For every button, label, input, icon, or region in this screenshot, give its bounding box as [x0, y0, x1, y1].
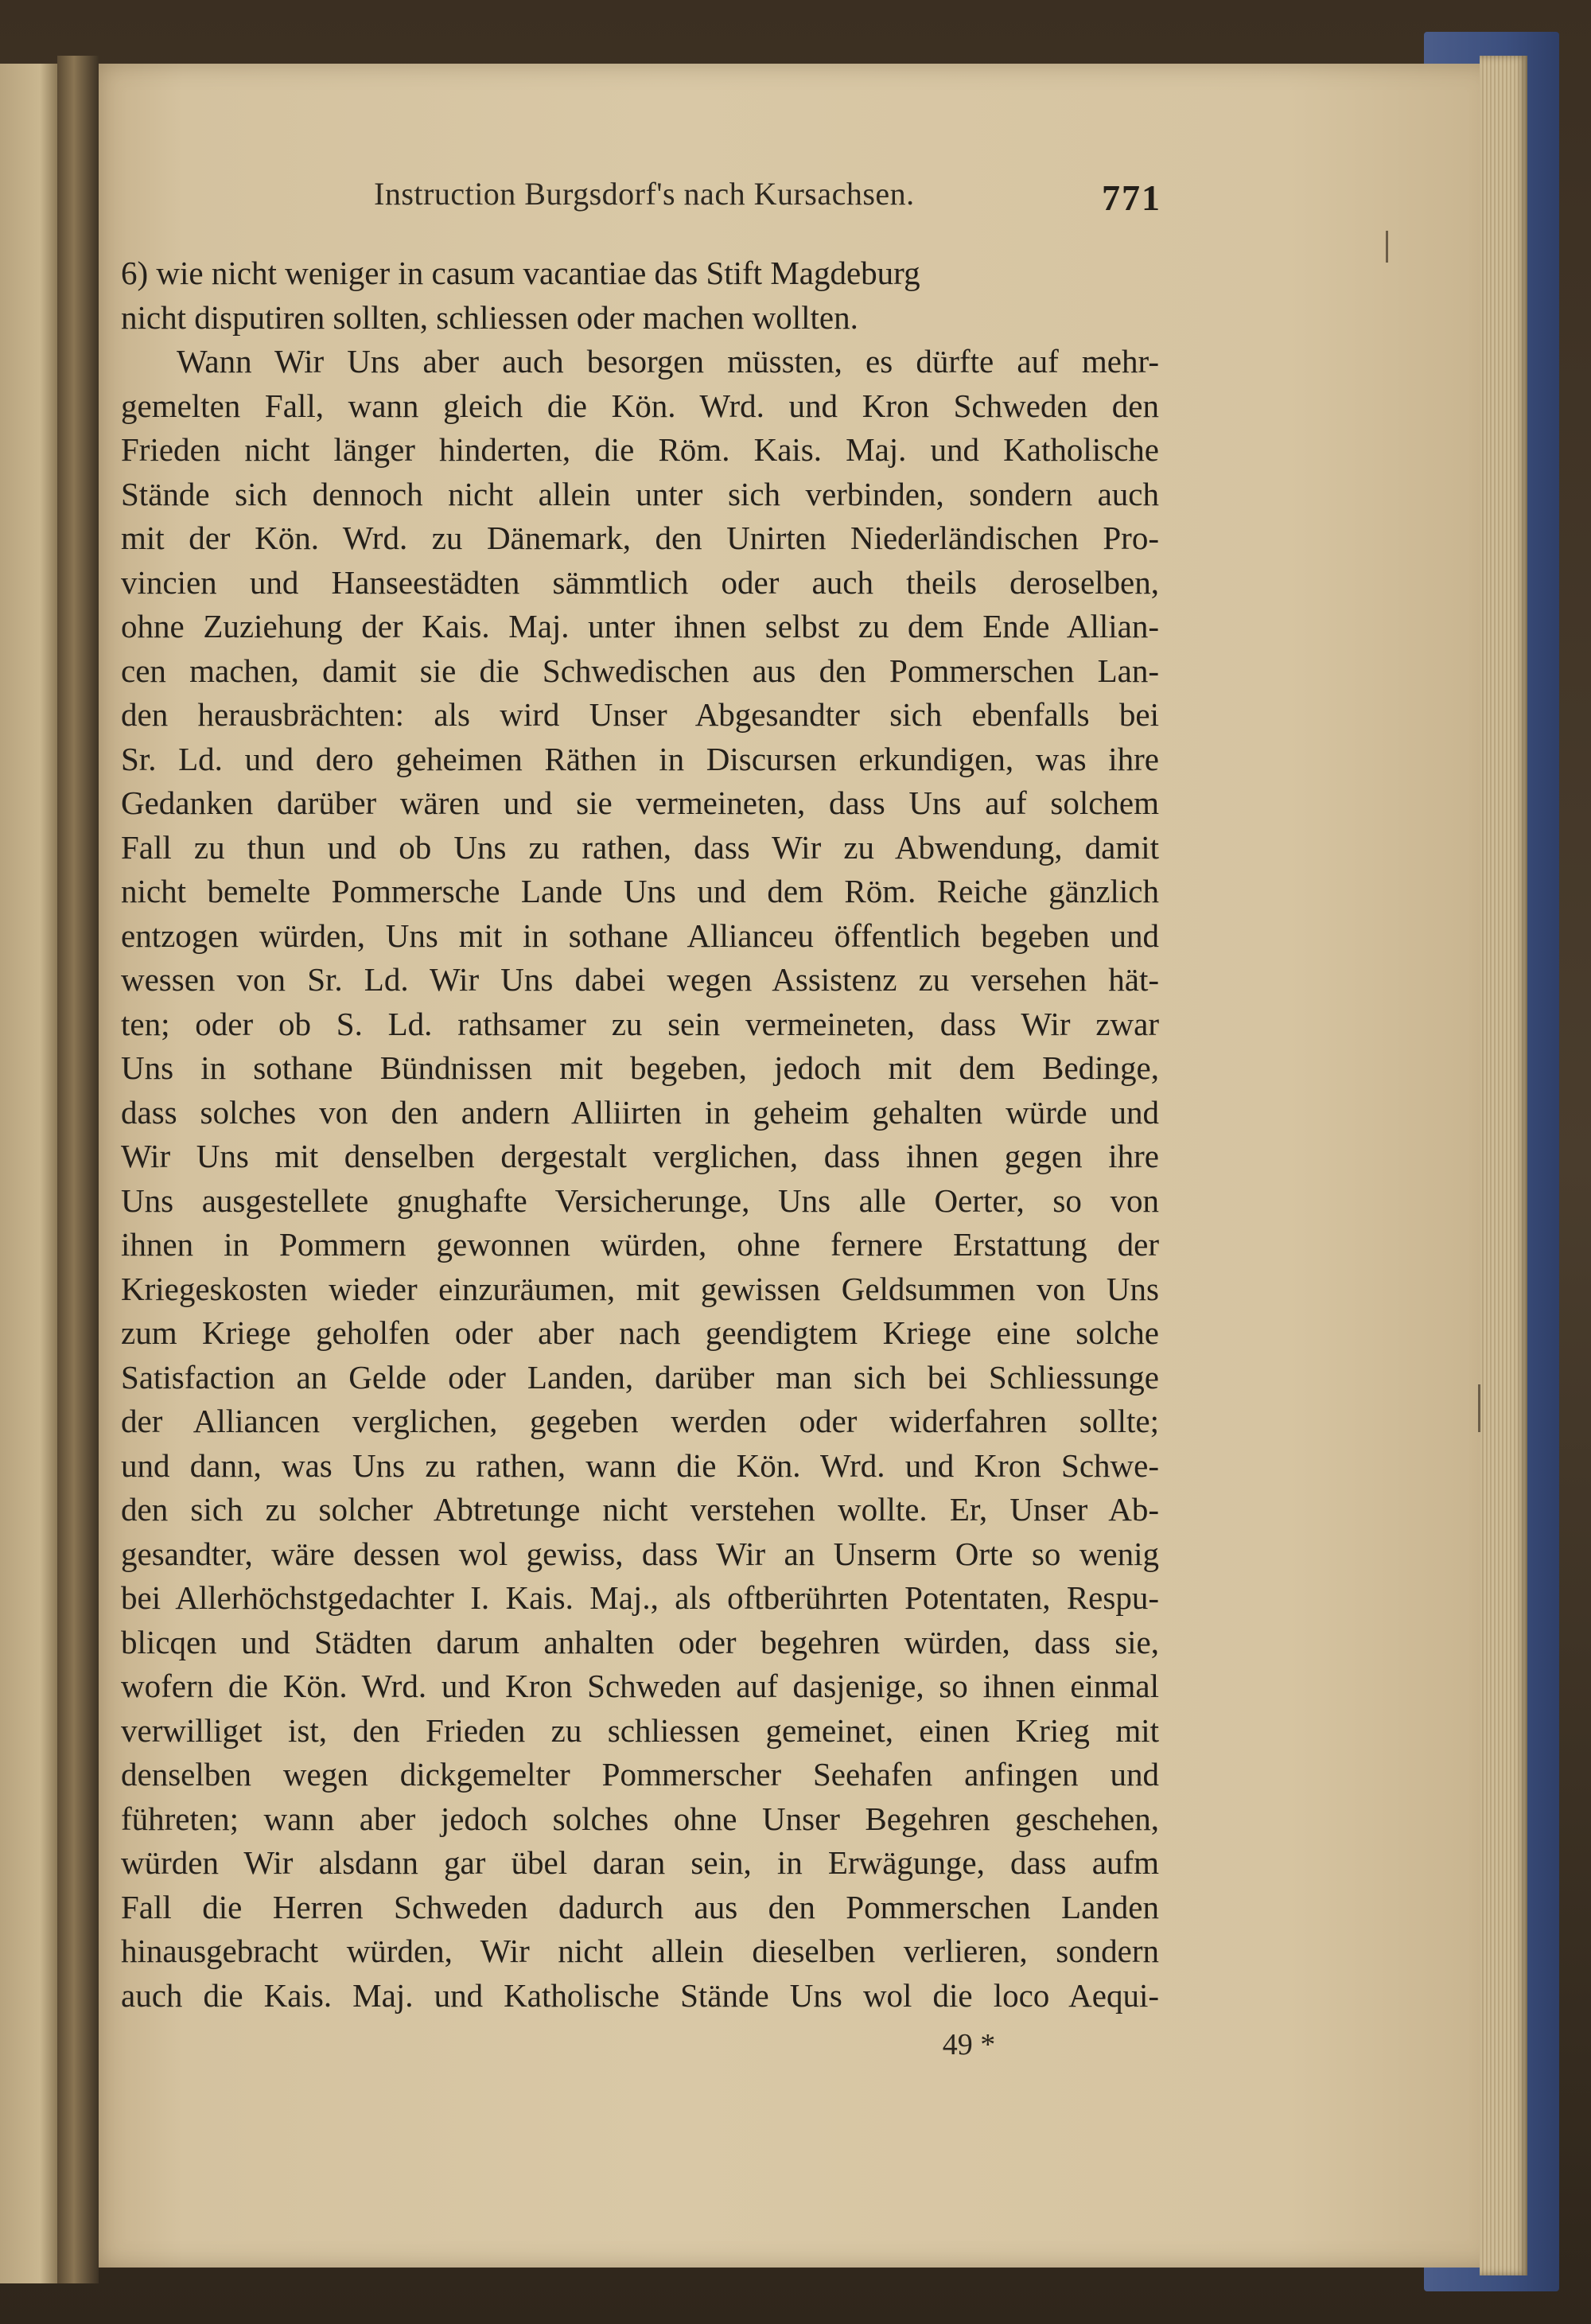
text-line: Wir Uns mit denselben dergestalt verglichen, dass ihnen gegen ihre — [121, 1138, 1159, 1174]
margin-rule — [1386, 231, 1388, 263]
text-line: 6) wie nicht weniger in casum vacantiae das Stift Magdeburg — [121, 255, 920, 291]
text-line: Wann Wir Uns aber auch besorgen müssten, es dürfte auf mehr- — [177, 343, 1159, 380]
text-line: Uns ausgestellete gnughafte Versicherunge, Uns alle Oerter, so von — [121, 1181, 1159, 1219]
text-line: mit der Kön. Wrd. zu Dänemark, den Unirten Niederländischen Pro- — [121, 520, 1159, 556]
text-line: Fall die Herren Schweden dadurch aus den Pommerschen Landen — [121, 1888, 1159, 1925]
text-line: und dann, was Uns zu rathen, wann die Kön. Wrd. und Kron Schwe- — [121, 1446, 1159, 1484]
text-line: auch die Kais. Maj. und Katholische Stände Uns wol die loco Aequi- — [121, 1976, 1159, 2014]
text-line: würden Wir alsdann gar übel daran sein, in Erwägunge, dass aufm — [121, 1844, 1159, 1881]
text-line: ohne Zuziehung der Kais. Maj. unter ihnen selbst zu dem Ende Allian- — [121, 608, 1159, 644]
text-line: wofern die Kön. Wrd. und Kron Schweden auf dasjenige, so ihnen einmal — [121, 1668, 1159, 1704]
text-line: zum Kriege geholfen oder aber nach geendigtem Kriege eine solche — [121, 1314, 1159, 1351]
text-line: der Alliancen verglichen, gegeben werden oder widerfahren sollte; — [121, 1403, 1159, 1439]
text-line: Fall zu thun und ob Uns zu rathen, dass Wir zu Abwendung, damit — [121, 828, 1159, 866]
text-line: entzogen würden, Uns mit in sothane Allianceu öffentlich begeben und — [121, 917, 1159, 954]
text-line: vincien und Hanseestädten sämmtlich oder auch theils deroselben, — [121, 563, 1159, 601]
text-line: verwilliget ist, den Frieden zu schliessen gemeinet, einen Krieg mit — [121, 1711, 1159, 1749]
page-number: 771 — [1102, 177, 1161, 218]
text-line: ten; oder ob S. Ld. rathsamer zu sein vermeineten, dass Wir zwar — [121, 1005, 1159, 1042]
book-gutter — [57, 56, 99, 2283]
text-line: hinausgebracht würden, Wir nicht allein dieselben verlieren, sondern — [121, 1933, 1159, 1969]
text-line: Kriegeskosten wieder einzuräumen, mit gewissen Geldsummen von Uns — [121, 1270, 1159, 1307]
signature-mark: 49 * — [942, 2028, 996, 2061]
facing-page-edge — [0, 64, 60, 2283]
text-line: cen machen, damit sie die Schwedischen aus den Pommerschen Lan- — [121, 652, 1159, 689]
text-line: denselben wegen dickgemelter Pommerscher Seehafen anfingen und — [121, 1756, 1159, 1793]
text-line: Gedanken darüber wären und sie vermeineten, dass Uns auf solchem — [121, 784, 1159, 821]
page-block-edges — [1480, 56, 1527, 2275]
text-line: ihnen in Pommern gewonnen würden, ohne fernere Erstattung der — [121, 1226, 1159, 1263]
text-line: den sich zu solcher Abtretunge nicht verstehen wollte. Er, Unser Ab- — [121, 1491, 1159, 1528]
text-line: Uns in sothane Bündnissen mit begeben, jedoch mit dem Bedinge, — [121, 1049, 1159, 1086]
text-line: Stände sich dennoch nicht allein unter sich verbinden, sondern auch — [121, 475, 1159, 512]
text-line: führeten; wann aber jedoch solches ohne Unser Begehren geschehen, — [121, 1800, 1159, 1837]
text-line: wessen von Sr. Ld. Wir Uns dabei wegen Assistenz zu versehen hät- — [121, 961, 1159, 998]
text-line: dass solches von den andern Alliirten in geheim gehalten würde und — [121, 1093, 1159, 1131]
running-header: Instruction Burgsdorf's nach Kursachsen. — [374, 176, 915, 212]
text-line: blicqen und Städten darum anhalten oder begehren würden, dass sie, — [121, 1623, 1159, 1660]
text-line: Satisfaction an Gelde oder Landen, darüber man sich bei Schliessunge — [121, 1358, 1159, 1396]
text-line: bei Allerhöchstgedachter I. Kais. Maj., als oftberührten Potentaten, Respu- — [121, 1579, 1159, 1616]
text-line: den herausbrächten: als wird Unser Abgesandter sich ebenfalls bei — [121, 696, 1159, 733]
text-line: gemelten Fall, wann gleich die Kön. Wrd. und Kron Schweden den — [121, 387, 1159, 424]
text-line: Sr. Ld. und dero geheimen Räthen in Discursen erkundigen, was ihre — [121, 740, 1159, 777]
text-line: nicht disputiren sollten, schliessen oder machen wollten. — [121, 298, 858, 336]
text-line: gesandter, wäre dessen wol gewiss, dass Wir an Unserm Orte so wenig — [121, 1535, 1159, 1572]
text-line: Frieden nicht länger hinderten, die Röm. Kais. Maj. und Katholische — [121, 431, 1159, 468]
text-line: nicht bemelte Pommersche Lande Uns und dem Röm. Reiche gänzlich — [121, 873, 1159, 909]
body-text — [121, 251, 1159, 2018]
margin-rule — [1478, 1384, 1480, 1432]
